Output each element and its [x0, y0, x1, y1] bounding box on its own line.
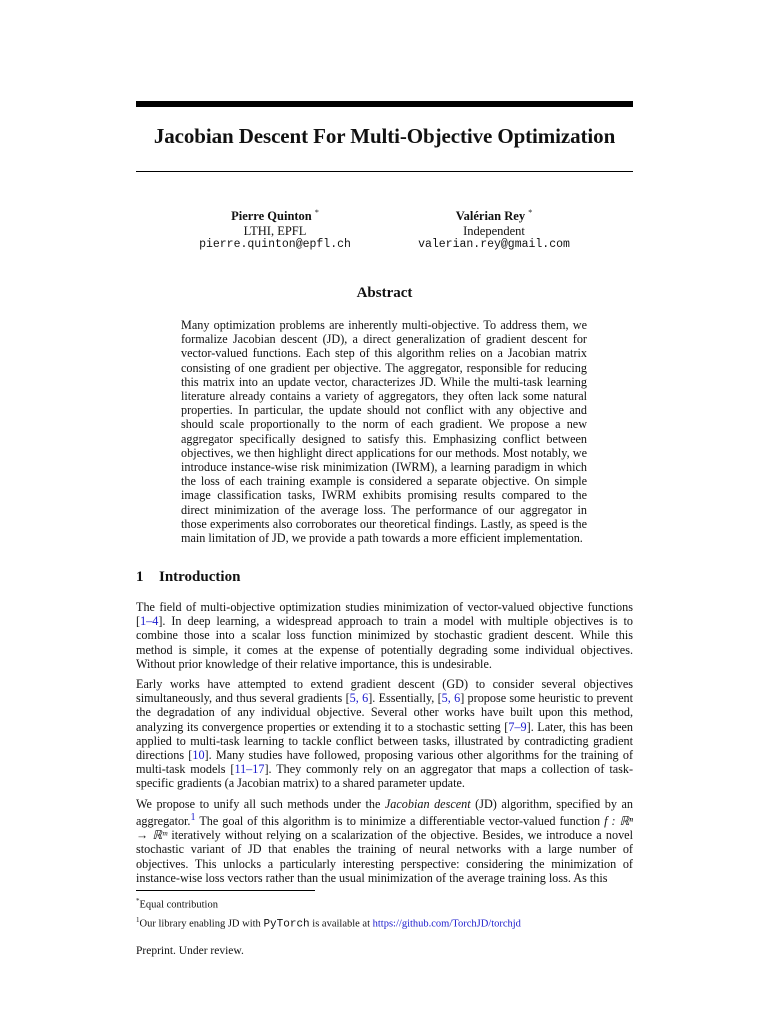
citation-link[interactable]: 11–17 [234, 762, 265, 777]
section-number: 1 [136, 569, 144, 585]
paragraph-1: The field of multi-objective optimization studies minimization of vector-valued objective functions [1–4]. In deep learning, a widespread approach to train a model with multiple objectives is to combine those into a scalar loss function minimized by stochastic gradient descent. While this method is simple, it comes at the expense of potentially degrading some individual objectives. Without prior knowledge of their relative importance, this is undesirable. [136, 600, 633, 671]
footnotes [136, 894, 633, 931]
abstract-text: Many optimization problems are inherently multi-objective. To address them, we formalize Jacobian descent (JD), a direct generalization of gradient descent for vector-valued functions. Each step of this algorithm relies on a Jacobian matrix consisting of one gradient per objective. The aggregator, responsible for reducing this matrix into an update vector, characterizes JD. While the multi-task learning literature already contains a variety of aggregators, they often lack some natural properties. In particular, the update should not conflict with any objective and should scale proportionally to the norm of each gradient. We propose a new aggregator specifically designed to satisfy this. Emphasizing conflict between objectives, we then highlight direct applications for our methods. Most notably, we introduce instance-wise risk minimization (IWRM), a learning paradigm in which the loss of each training example is considered a separate objective. On simple image classification tasks, IWRM exhibits promising results compared to the direct minimization of the average loss. The performance of our aggregator in those experiments also corroborates our theoretical findings. Lastly, as speed is the main limitation of JD, we provide a path towards a more efficient implementation. [181, 318, 587, 546]
paragraph-2: Early works have attempted to extend gradient descent (GD) to consider several objectives simultaneously, and thus several gradients [5, 6]. Essentially, [5, 6] propose some heuristic to prevent the degradation of any individual objective. Several other works have built upon this method, analyzing its convergence properties or extending it to a stochastic setting [7–9]. Later, this has been applied to multi-task learning to tackle conflict between tasks, illustrated by contradicting gradient directions [10]. Many studies have followed, proposing various other algorithms for the training of multi-task models [11–17]. They commonly rely on an aggregator that maps a collection of task-specific gradients (a Jacobian matrix) to a shared parameter update. [136, 677, 634, 791]
paper-title: Jacobian Descent For Multi-Objective Optimization [153, 124, 616, 148]
footnote-ref[interactable]: 1 [190, 811, 196, 823]
citation-link[interactable]: 10 [192, 748, 205, 763]
author-mark: * [314, 208, 319, 217]
abstract-heading: Abstract [356, 285, 413, 301]
section-body [136, 600, 633, 891]
author-block-1 [165, 206, 385, 253]
citation-link[interactable]: 5, 6 [349, 691, 369, 706]
footnote-1: $^1$Our library enabling JD with PyTorch is available at https://github.com/TorchJD/torchjd [136, 915, 521, 930]
author-email[interactable]: valerian.rey@gmail.com [418, 238, 570, 252]
footnote-star: *Equal contribution [136, 897, 218, 911]
author-email[interactable]: pierre.quinton@epfl.ch [199, 238, 351, 252]
math-expression: f : ℝⁿ → ℝᵐ [136, 813, 634, 843]
footnote-rule [136, 890, 315, 891]
title-top-rule [136, 101, 633, 107]
emphasis-term: Jacobian descent [384, 796, 471, 811]
author-name: Pierre Quinton [231, 209, 312, 224]
title-bottom-rule [136, 171, 633, 172]
citation-link[interactable]: 5, 6 [441, 691, 461, 706]
author-name: Valérian Rey [455, 209, 526, 224]
section-heading [136, 569, 240, 586]
code-text: PyTorch [263, 918, 310, 930]
author-affiliation: Independent [463, 223, 525, 238]
author-mark: * [528, 208, 533, 217]
author-affiliation: LTHI, EPFL [243, 223, 307, 238]
paragraph-3: We propose to unify all such methods under the Jacobian descent (JD) algorithm, specified by an aggregator.$^1$ The goal of this algorithm is to minimize a differentiable vector-valued function f : ℝⁿ → ℝᵐ iteratively without relying on a scalarization of the objective. Besides, we introduce a novel stochastic variant of JD that enables the training of neural networks with a large number of objectives. This unlocks a particularly interesting perspective: considering the minimization of instance-wise loss vectors rather than the usual minimization of the average training loss. As this [136, 796, 634, 885]
section-title: Introduction [159, 569, 241, 585]
citation-link[interactable]: 7–9 [508, 719, 527, 734]
author-block-2 [384, 206, 604, 253]
citation-link[interactable]: 1–4 [140, 614, 159, 629]
github-link[interactable]: https://github.com/TorchJD/torchjd [372, 918, 521, 929]
preprint-footer: Preprint. Under review. [136, 945, 244, 957]
